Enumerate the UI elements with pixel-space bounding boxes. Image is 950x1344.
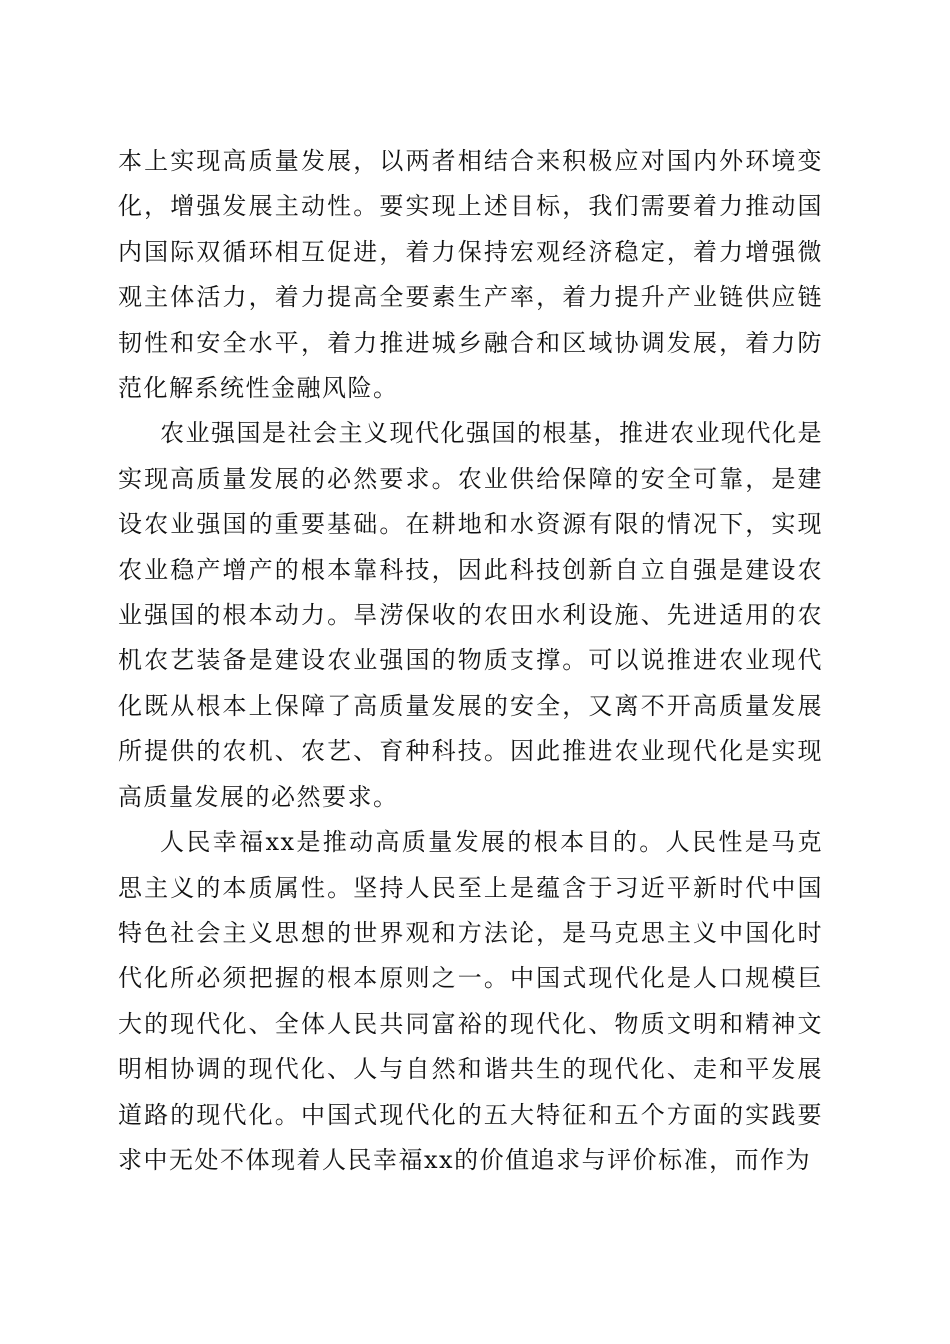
paragraph-2: 农业强国是社会主义现代化强国的根基，推进农业现代化是实现高质量发展的必然要求。农业供给保障的安全可靠，是建设农业强国的重要基础。在耕地和水资源有限的情况下，实现农业稳产增产的根本靠科技，因此科技创新自立自强是建设农业强国的根本动力。旱涝保收的农田水利设施、先进适用的农机农艺装备是建设农业强国的物质支撑。可以说推进农业现代化既从根本上保障了高质量发展的安全，又离不开高质量发展所提供的农机、农艺、育种科技。因此推进农业现代化是实现高质量发展的必然要求。 bbox=[118, 419, 823, 811]
body-text bbox=[118, 139, 823, 1183]
paragraph-3: 人民幸福xx是推动高质量发展的根本目的。人民性是马克思主义的本质属性。坚持人民至上是蕴含于习近平新时代中国特色社会主义思想的世界观和方法论，是马克思主义中国化时代化所必须把握的根本原则之一。中国式现代化是人口规模巨大的现代化、全体人民共同富裕的现代化、物质文明和精神文明相协调的现代化、人与自然和谐共生的现代化、走和平发展道路的现代化。中国式现代化的五大特征和五个方面的实践要求中无处不体现着人民幸福xx的价值追求与评价标准，而作为 bbox=[118, 828, 823, 1174]
paragraph-1: 本上实现高质量发展，以两者相结合来积极应对国内外环境变化，增强发展主动性。要实现上述目标，我们需要着力推动国内国际双循环相互促进，着力保持宏观经济稳定，着力增强微观主体活力，着力提高全要素生产率，着力提升产业链供应链韧性和安全水平，着力推进城乡融合和区域协调发展，着力防范化解系统性金融风险。 bbox=[118, 147, 823, 403]
